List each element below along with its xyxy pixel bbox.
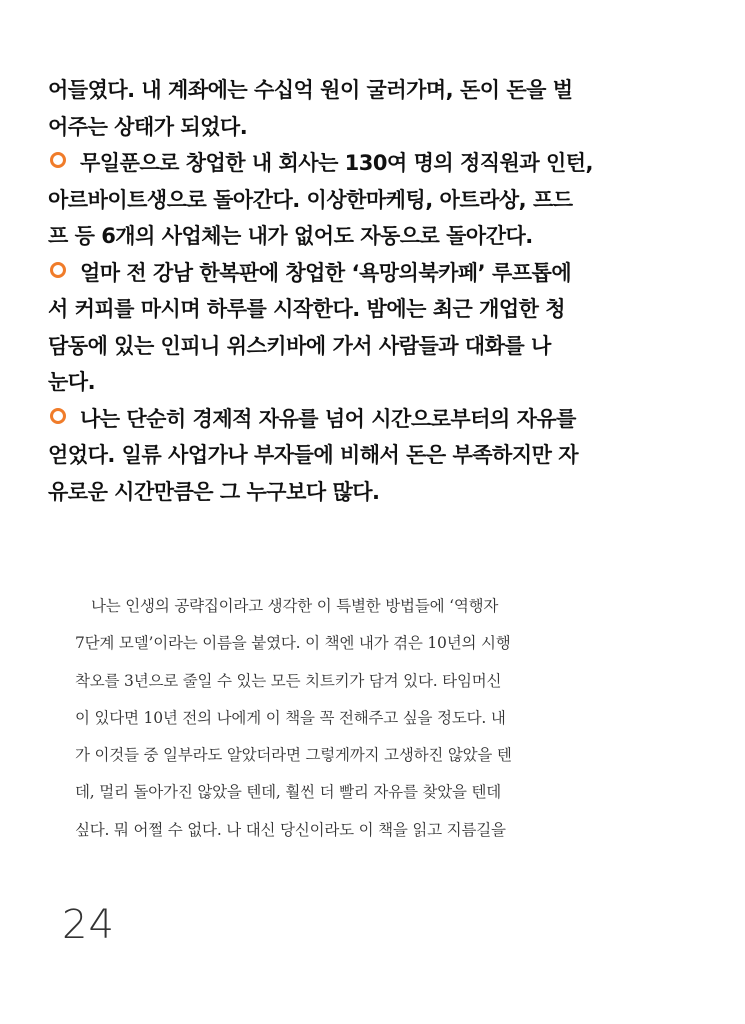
body-line: 7단계 모델’이라는 이름을 붙였다. 이 책엔 내가 겪은 10년의 시행 [75,634,511,653]
bullet-item-line: 얻었다. 일류 사업가나 부자들에 비해서 돈은 부족하지만 자 [48,443,579,467]
bullet-item-line: 담동에 있는 인피니 위스키바에 가서 사람들과 대화를 나 [48,333,551,358]
body-line: 가 이것들 중 일부라도 알았더라면 그렇게까지 고생하진 않았을 텐 [75,746,512,765]
bullet-item-line [48,255,638,292]
body-line: 싶다. 뭐 어쩔 수 없다. 나 대신 당신이라도 이 책을 읽고 지름길을 [75,820,506,839]
body-line: 데, 멀리 돌아가진 않았을 텐데, 훨씬 더 빨리 자유를 찾았을 텐데 [75,783,502,802]
bullet-ring-icon [50,262,66,278]
bullet-text: 나는 단순히 경제적 자유를 넘어 시간으로부터의 자유를 [80,406,576,431]
bullet-text: 무일푼으로 창업한 내 회사는 130여 명의 정직원과 인턴, [80,151,593,175]
bullet-item-line [48,145,638,182]
body-line: 나는 인생의 공략집이라고 생각한 이 특별한 방법들에 ‘역행자 [91,597,499,615]
bullet-item-line: 유로운 시간만큼은 그 누구보다 많다. [48,479,380,504]
bullet-item-line: 서 커피를 마시며 하루를 시작한다. 밤에는 최근 개업한 청 [48,297,566,321]
body-line: 이 있다면 10년 전의 나에게 이 책을 꼭 전해주고 싶을 정도다. 내 [75,708,506,727]
bullet-text: 얼마 전 강남 한복판에 창업한 ‘욕망의북카페’ 루프톱에 [80,260,572,285]
intro-line: 어주는 상태가 되었다. [48,114,248,139]
bullet-item-line: 아르바이트생으로 돌아간다. 이상한마케팅, 아트라상, 프드 [48,187,573,212]
highlighted-section [48,72,638,510]
bullet-item-line [48,401,638,438]
body-line: 착오를 3년으로 줄일 수 있는 모든 치트키가 담겨 있다. 타임머신 [75,671,502,690]
bullet-ring-icon [50,152,66,168]
bullet-ring-icon [50,408,66,424]
bullet-item-line: 프 등 6개의 사업체는 내가 없어도 자동으로 돌아간다. [48,224,533,248]
bullet-item-line: 눈다. [48,370,96,394]
page-number: 24 [62,902,115,948]
body-paragraph [75,588,635,849]
intro-line: 어들였다. 내 계좌에는 수십억 원이 굴러가며, 돈이 돈을 벌 [48,78,573,102]
